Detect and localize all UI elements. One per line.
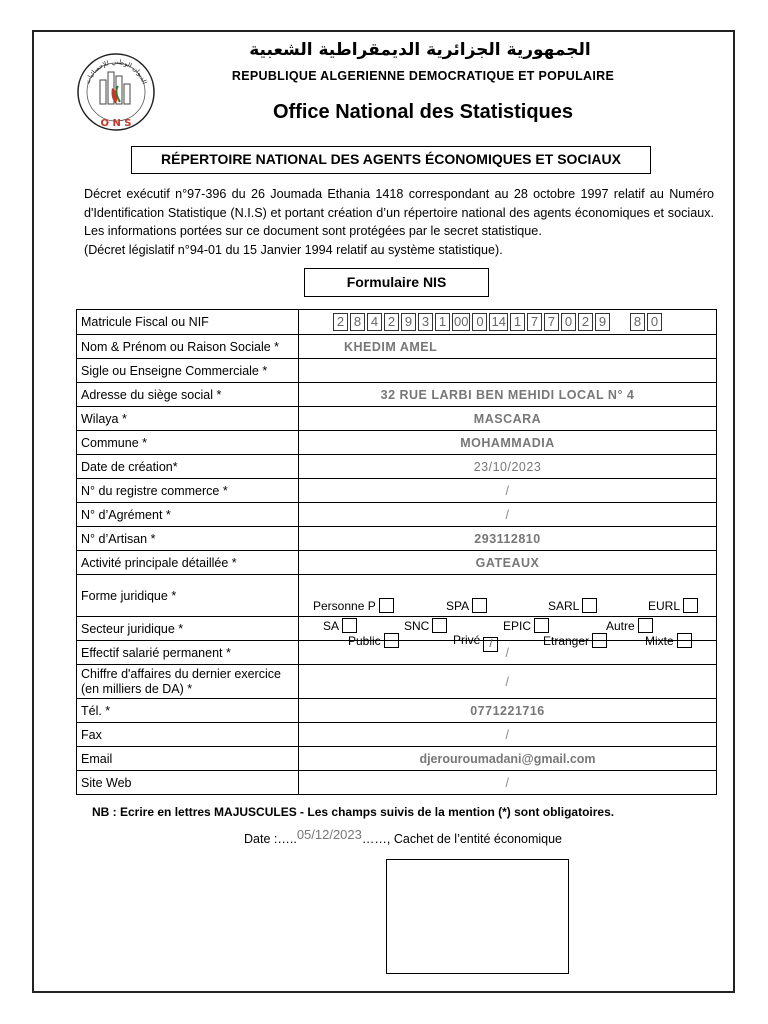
row-forme [77,575,717,617]
arabic-title: الجمهورية الجزائرية الديمقراطية الشعبية [249,40,591,60]
secteur-option[interactable]: Public [348,633,399,648]
row-tel [77,699,717,723]
tel-label: Tél. * [77,699,299,723]
nif-digit[interactable]: 8 [350,313,365,331]
nif-label: Matricule Fiscal ou NIF [77,310,299,335]
nif-digit[interactable]: 9 [401,313,416,331]
date-line: Date :…..05/12/2023……, Cachet de l’entité économique [244,827,563,846]
effectif-label: Effectif salarié permanent * [77,641,299,665]
wilaya-field[interactable]: MASCARA [299,407,717,431]
nis-form-table [76,309,717,795]
row-adresse [77,383,717,407]
row-artisan [77,527,717,551]
forme-field [299,575,717,633]
nif-digit[interactable]: 2 [578,313,593,331]
checkbox[interactable] [432,618,447,633]
effectif-field[interactable]: / [299,641,717,665]
nom-field[interactable]: KHEDIM AMEL [299,335,717,359]
secteur-option[interactable]: Privé / [453,633,498,652]
forme-option[interactable]: EPIC [503,618,549,633]
agrement-field[interactable]: / [299,503,717,527]
nif-digit[interactable]: 8 [630,313,645,331]
row-registre [77,479,717,503]
nif-digit[interactable]: 7 [544,313,559,331]
artisan-field[interactable]: 293112810 [299,527,717,551]
registre-field[interactable]: / [299,479,717,503]
ons-logo [76,52,156,132]
forme-option[interactable]: Personne P [313,598,394,613]
sigle-label: Sigle ou Enseigne Commerciale * [77,359,299,383]
commune-field[interactable]: MOHAMMADIA [299,431,717,455]
nif-digit[interactable]: 14 [491,314,506,329]
checkbox[interactable] [677,633,692,648]
stamp-box[interactable] [386,859,569,974]
activite-label: Activité principale détaillée * [77,551,299,575]
forme-option[interactable]: EURL [648,598,698,613]
checkbox[interactable] [472,598,487,613]
nif-digit[interactable]: 3 [418,313,433,331]
row-nom [77,335,717,359]
row-sigle [77,359,717,383]
checkbox[interactable] [384,633,399,648]
adresse-label: Adresse du siège social * [77,383,299,407]
row-chiffre [77,665,717,699]
row-commune [77,431,717,455]
row-date-creation [77,455,717,479]
commune-label: Commune * [77,431,299,455]
checkbox[interactable] [592,633,607,648]
adresse-field[interactable]: 32 RUE LARBI BEN MEHIDI LOCAL N° 4 [299,383,717,407]
forme-option[interactable]: SA [323,618,357,633]
checkbox[interactable] [638,618,653,633]
row-wilaya [77,407,717,431]
checkbox[interactable] [379,598,394,613]
date-value[interactable]: 05/12/2023 [296,827,362,842]
form-title: Formulaire NIS [304,268,489,297]
intro-decree: (Décret législatif n°94-01 du 15 Janvier 1994 relatif au système statistique). [84,242,503,257]
forme-option[interactable]: Autre [606,618,653,633]
row-email [77,747,717,771]
fax-label: Fax [77,723,299,747]
checkbox[interactable] [534,618,549,633]
secteur-label: Secteur juridique * [77,617,299,641]
fax-field[interactable]: / [299,723,717,747]
row-activite [77,551,717,575]
forme-option[interactable]: SNC [404,618,447,633]
date-creation-field[interactable]: 23/10/2023 [299,455,717,479]
nif-digit[interactable]: 7 [527,313,542,331]
activite-field[interactable]: GATEAUX [299,551,717,575]
nb-note: NB : Ecrire en lettres MAJUSCULES - Les champs suivis de la mention (*) sont obligatoires. [92,805,615,819]
email-field[interactable]: djerouroumadani@gmail.com [299,747,717,771]
nom-label: Nom & Prénom ou Raison Sociale * [77,335,299,359]
nif-digit[interactable]: 1 [510,313,525,331]
secteur-option[interactable]: Mixte [645,633,692,648]
checkbox-checked[interactable]: / [483,637,498,652]
repertoire-title: RÉPERTOIRE NATIONAL DES AGENTS ÉCONOMIQUES ET SOCIAUX [131,146,651,174]
date-creation-label: Date de création* [77,455,299,479]
artisan-label: N° d’Artisan * [77,527,299,551]
tel-field[interactable]: 0771221716 [299,699,717,723]
chiffre-field[interactable]: / [299,665,717,699]
intro-paragraph: Décret exécutif n°97-396 du 26 Joumada Ethania 1418 correspondant au 28 octobre 1997 relatif au Numéro d'Identification Statistique (N.I.S) et portant création d’un répertoire national des agents économiques et sociaux. Les informations portées sur ce document sont protégées par le secret statistique. [84,187,714,238]
agrement-label: N° d’Agrément * [77,503,299,527]
wilaya-label: Wilaya * [77,407,299,431]
nif-digit[interactable]: 9 [595,313,610,331]
checkbox[interactable] [582,598,597,613]
forme-label: Forme juridique * [77,575,299,617]
nif-digit[interactable]: 2 [333,313,348,331]
registre-label: N° du registre commerce * [77,479,299,503]
nif-field[interactable] [299,310,717,335]
web-field[interactable]: / [299,771,717,795]
nif-digit[interactable]: 0 [647,313,662,331]
svg-text:الديوان الوطني للإحصائيات: الديوان الوطني للإحصائيات [83,57,149,86]
nif-digit[interactable]: 2 [384,313,399,331]
republic-title: REPUBLIQUE ALGERIENNE DEMOCRATIQUE ET POPULAIRE [231,69,615,83]
secteur-option[interactable]: Etranger [543,633,607,648]
row-web [77,771,717,795]
sigle-field[interactable] [299,359,717,383]
chiffre-label: Chiffre d'affaires du dernier exercice (en milliers de DA) * [77,665,299,699]
row-nif [77,310,717,335]
nif-digit[interactable]: 00 [454,314,469,329]
web-label: Site Web [77,771,299,795]
svg-text:O N S: O N S [100,118,132,129]
nif-digit[interactable]: 4 [367,313,382,331]
nif-digit[interactable]: 1 [435,313,450,331]
row-agrement [77,503,717,527]
forme-option[interactable]: SARL [548,598,597,613]
row-fax [77,723,717,747]
office-title: Office National des Statistiques [272,101,574,123]
email-label: Email [77,747,299,771]
checkbox[interactable] [342,618,357,633]
forme-option[interactable]: SPA [446,598,487,613]
nif-digit[interactable]: 0 [561,313,576,331]
intro-text [84,185,714,259]
checkbox[interactable] [683,598,698,613]
nif-digit[interactable]: 0 [472,313,487,331]
nif-digits [303,313,712,331]
